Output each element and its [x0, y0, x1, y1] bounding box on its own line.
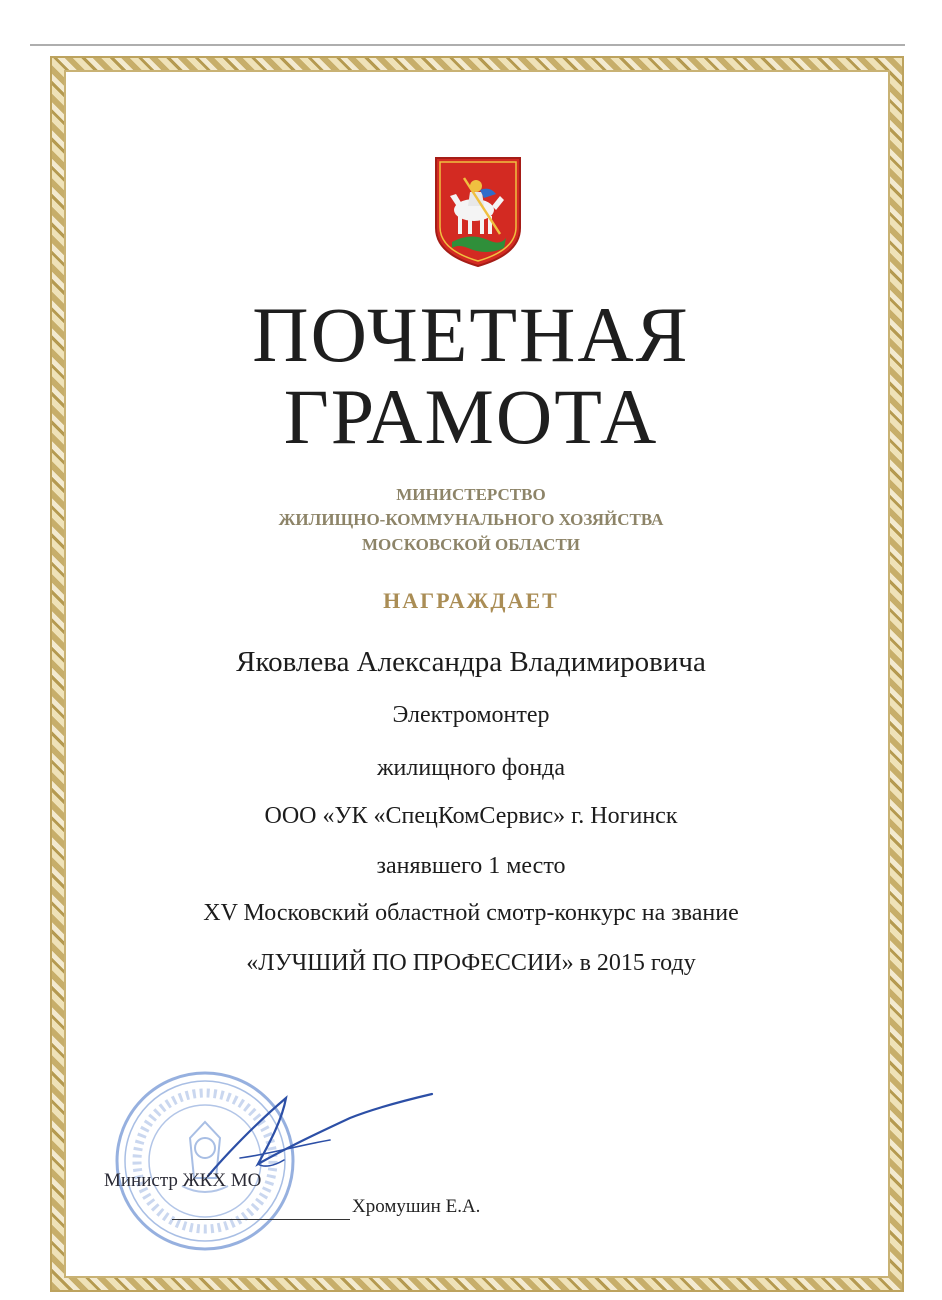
signature-line — [172, 1219, 350, 1220]
signatory-title: Министр ЖКХ МО — [104, 1170, 262, 1191]
achievement-text: занявшего 1 место — [376, 853, 566, 879]
recipient-position: Электромонтер — [392, 702, 550, 728]
title-line-1: ПОЧЕТНАЯ — [252, 291, 690, 378]
coat-of-arms-icon — [434, 156, 522, 268]
recipient-name: Яковлева Александра Владимировича — [236, 646, 706, 678]
awards-heading: НАГРАЖДАЕТ — [383, 588, 559, 613]
ministry-line-2: ЖИЛИЩНО-КОММУНАЛЬНОГО ХОЗЯЙСТВА — [278, 510, 664, 529]
signatory-name: Хромушин Е.А. — [352, 1196, 481, 1217]
recipient-organization: ООО «УК «СпецКомСервис» г. Ногинск — [264, 803, 678, 829]
ministry-line-3: МОСКОВСКОЙ ОБЛАСТИ — [361, 535, 581, 554]
contest-text: XV Московский областной смотр-конкурс на звание — [203, 900, 739, 926]
ministry-name-block — [0, 482, 942, 557]
scan-top-edge-line — [30, 44, 905, 46]
contest-title: «ЛУЧШИЙ ПО ПРОФЕССИИ» в 2015 году — [246, 950, 696, 976]
title-line-2: ГРАМОТА — [283, 373, 659, 460]
recipient-position-detail: жилищного фонда — [376, 755, 566, 781]
ministry-line-1: МИНИСТЕРСТВО — [396, 485, 546, 504]
